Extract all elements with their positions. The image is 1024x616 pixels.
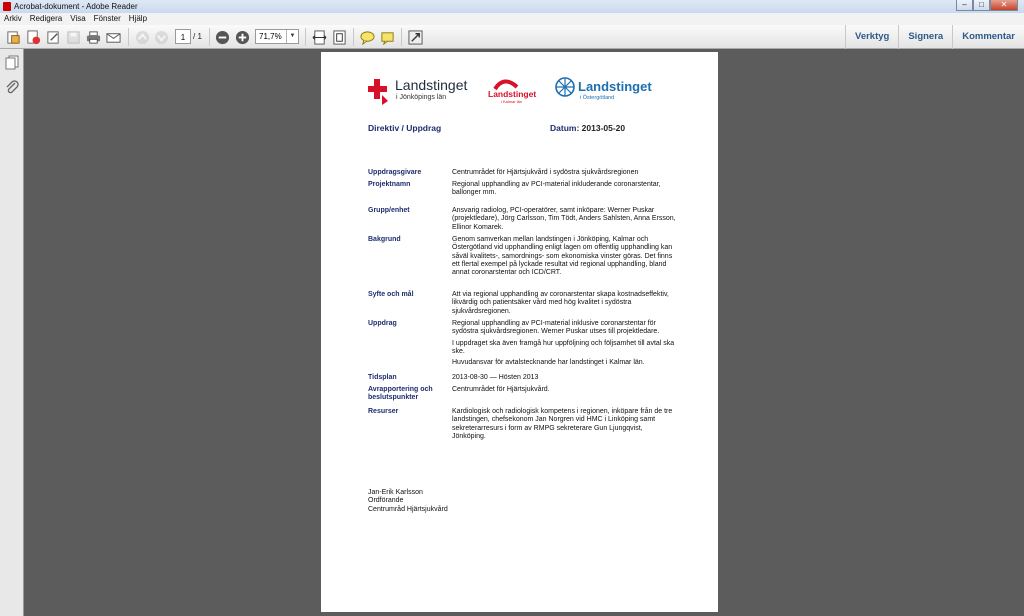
paragraph: Regional upphandling av PCI-material inkluderande coronarstentar, ballonger mm. <box>452 181 661 197</box>
signature-org: Centrumråd Hjärtsjukvård <box>368 505 448 513</box>
print-icon[interactable] <box>85 29 101 45</box>
paragraph: Kardiologisk och radiologisk kompetens i regionen, inköpare från de tre landstingen, chefsekonom Jan Norgren vid HMC i Linköping samt sekreterarresurs i form av RMPG sekreterare Gun Ljungqvist, Jönköping. <box>452 408 673 440</box>
date-label: Datum: <box>550 123 580 133</box>
maximize-button[interactable]: □ <box>973 0 990 11</box>
toolbar-separator <box>353 28 354 46</box>
row-text-projektnamn <box>452 181 677 198</box>
toolbar-separator <box>305 28 306 46</box>
minimize-button[interactable]: – <box>956 0 973 11</box>
fit-width-icon[interactable] <box>311 29 327 45</box>
paragraph: Genom samverkan mellan landstingen i Jönköping, Kalmar och Östergötland vid upphandling enligt lagen om offentlig upphandling kan såväl kvalitets-, samordnings- som ekonomiska vinster göras. Det finns ett flertal exempel på lyckade resultat vid regional upphandling, bland annat coronarstentar och ICD/CRT. <box>452 236 673 277</box>
jonkoping-logo <box>368 77 468 105</box>
kalmar-logo <box>488 81 536 104</box>
signature-name: Jan-Erik Karlsson <box>368 489 423 496</box>
paragraph: Centrumrådet för Hjärtsjukvård. <box>452 386 550 393</box>
window-titlebar <box>0 0 1024 13</box>
row-label-projektnamn: Projektnamn <box>368 181 411 188</box>
paragraph: I uppdraget ska även framgå hur uppföljning och följsamhet till avtal ska ske. <box>452 339 675 355</box>
navigation-sidebar <box>0 49 24 616</box>
paragraph: Huvudansvar för avtalstecknande har landstinget i Kalmar län. <box>452 359 645 367</box>
zoom-select[interactable] <box>255 29 299 44</box>
main-toolbar <box>0 25 1024 49</box>
jonkoping-logo-sub: i Jönköpings län <box>396 94 447 101</box>
expand-icon[interactable] <box>407 29 423 45</box>
row-label-uppdrag: Uppdrag <box>368 320 397 327</box>
menu-arkiv[interactable]: Arkiv <box>4 14 22 23</box>
row-label-bakgrund: Bakgrund <box>368 236 401 243</box>
row-text-uppdragsgivare <box>452 169 677 177</box>
highlight-icon[interactable] <box>379 29 395 45</box>
toolbar-separator <box>401 28 402 46</box>
kalmar-logo-name: Landstinget <box>488 89 537 99</box>
signature-role: Ordförande <box>368 497 404 505</box>
pdf-page <box>321 52 718 612</box>
previous-page-icon[interactable] <box>134 29 150 45</box>
row-text-tidsplan <box>452 374 677 382</box>
menu-fonster[interactable]: Fönster <box>93 14 121 23</box>
row-label-uppdragsgivare: Uppdragsgivare <box>368 169 422 176</box>
row-text-avrapportering <box>452 386 677 394</box>
comment-icon[interactable] <box>359 29 375 45</box>
signature-block <box>368 489 448 514</box>
date-value: 2013-05-20 <box>581 123 626 133</box>
paragraph: Centrumrådet för Hjärtsjukvård i sydöstra sjukvårdsregionen <box>452 169 639 176</box>
create-pdf-icon[interactable] <box>5 29 21 45</box>
row-text-resurser <box>452 408 677 441</box>
ostergotland-logo-name: Landstinget <box>578 79 652 94</box>
jonkoping-logo-name: Landstinget <box>395 77 468 93</box>
chevron-down-icon[interactable]: ▼ <box>286 30 298 43</box>
zoom-out-icon[interactable] <box>214 29 230 45</box>
export-pdf-icon[interactable] <box>25 29 41 45</box>
paragraph: Att via regional upphandling av coronarstentar skapa kostnadseffektiv, likvärdig och patientsäker vård med hög kvalitet i sydöstra sjukvårdsregionen. <box>452 291 669 315</box>
row-label-resurser: Resurser <box>368 408 399 415</box>
row-label-syfte: Syfte och mål <box>368 291 414 298</box>
paragraph: Ansvarig radiolog, PCI-operatörer, samt inköpare: Werner Puskar (projektledare), Jörg Carlsson, Tim Tödt, Anders Sahlsten, Anna Ersson, Ellinor Komarek. <box>452 207 676 231</box>
row-text-syfte <box>452 291 677 316</box>
document-date <box>550 123 625 133</box>
row-text-grupp <box>452 207 677 232</box>
paragraph: 2013-08-30 — Hösten 2013 <box>452 374 539 381</box>
menu-redigera[interactable]: Redigera <box>29 14 63 23</box>
document-title: Direktiv / Uppdrag <box>368 123 442 133</box>
menu-bar <box>0 13 1024 25</box>
ostergotland-logo <box>556 78 652 101</box>
row-label-tidsplan: Tidsplan <box>368 374 397 381</box>
email-icon[interactable] <box>105 29 121 45</box>
menu-visa[interactable]: Visa <box>70 14 86 23</box>
next-page-icon[interactable] <box>153 29 169 45</box>
comment-link[interactable]: Kommentar <box>952 25 1024 49</box>
close-button[interactable]: ✕ <box>990 0 1018 11</box>
row-label-avrapportering: Avrapportering och beslutspunkter <box>368 386 433 401</box>
sign-link[interactable]: Signera <box>898 25 952 49</box>
page-total: / 1 <box>193 32 202 41</box>
window-controls <box>956 0 1018 11</box>
menu-hjalp[interactable]: Hjälp <box>128 14 148 23</box>
zoom-value: 71,7% <box>259 32 282 41</box>
toolbar-separator <box>209 28 210 46</box>
row-text-bakgrund <box>452 236 677 277</box>
paragraph: Regional upphandling av PCI-material inklusive coronarstentar för sydöstra sjukvårdsregionen. Werner Puskar utses till projektledare. <box>452 320 660 336</box>
ostergotland-logo-sub: i Östergötland <box>580 95 615 101</box>
window-title: Acrobat-dokument - Adobe Reader <box>14 2 138 11</box>
fit-page-icon[interactable] <box>331 29 347 45</box>
toolbar-separator <box>128 28 129 46</box>
row-text-uppdrag <box>452 320 677 367</box>
task-pane-links <box>845 25 1024 49</box>
edit-icon[interactable] <box>45 29 61 45</box>
page-thumbnails-icon[interactable] <box>4 54 20 70</box>
acrobat-icon <box>3 2 11 11</box>
row-label-grupp: Grupp/enhet <box>368 207 410 214</box>
kalmar-logo-sub: i Kalmar län <box>501 99 523 104</box>
attachments-icon[interactable] <box>4 79 20 95</box>
logos <box>368 75 668 107</box>
save-icon[interactable] <box>65 29 81 45</box>
zoom-in-icon[interactable] <box>234 29 250 45</box>
page-number-input[interactable]: 1 <box>175 29 191 44</box>
tools-link[interactable]: Verktyg <box>845 25 898 49</box>
